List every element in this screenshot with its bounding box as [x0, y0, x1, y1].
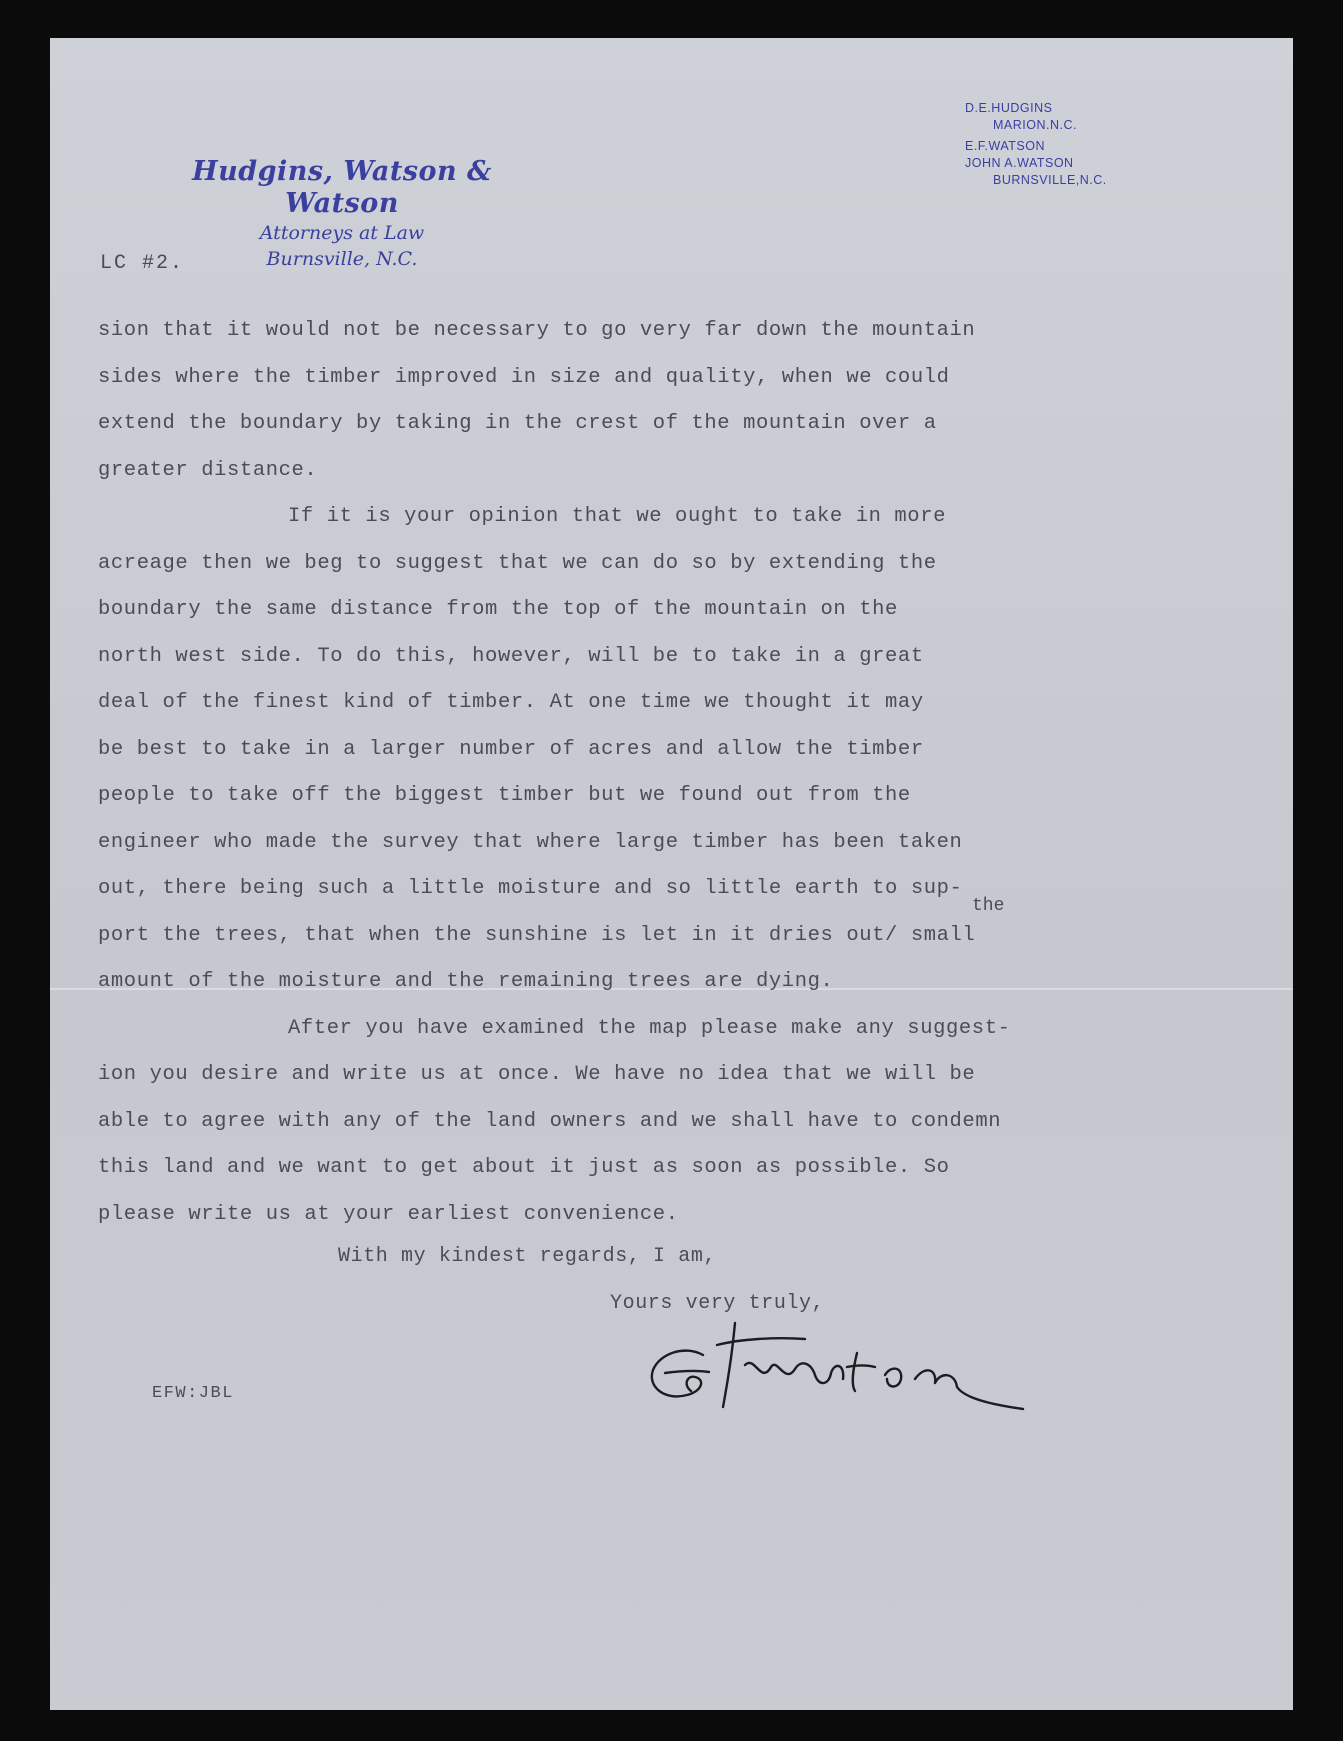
- body-line: After you have examined the map please make any suggest-: [288, 1016, 1011, 1040]
- reference-line: LC #2.: [100, 252, 185, 275]
- letterhead-partners: [965, 100, 1165, 189]
- body-line: people to take off the biggest timber but we found out from the: [98, 784, 911, 807]
- body-line: port the trees, that when the sunshine is let in it dries out/ small: [98, 923, 976, 947]
- body-line: out, there being such a little moisture and so little earth to sup-: [98, 877, 963, 900]
- body-line: If it is your opinion that we ought to take in more: [288, 505, 947, 528]
- valediction: Yours very truly,: [610, 1292, 825, 1315]
- body-line: be best to take in a larger number of acres and allow the timber: [98, 737, 924, 761]
- body-line: north west side. To do this, however, will be to take in a great: [98, 644, 924, 668]
- letter-body: [98, 308, 1098, 1238]
- body-line: greater distance.: [98, 458, 318, 482]
- body-line: boundary the same distance from the top of the mountain on the: [98, 598, 898, 621]
- partner-name: E.F.WATSON: [965, 139, 1045, 153]
- firm-subtitle: Attorneys at Law: [259, 222, 425, 244]
- closing-regards: With my kindest regards, I am,: [338, 1245, 717, 1268]
- body-line: deal of the finest kind of timber. At one time we thought it may: [98, 691, 924, 714]
- body-line: sion that it would not be necessary to go very far down the mountain: [98, 319, 976, 342]
- body-line: able to agree with any of the land owners and we shall have to condemn: [98, 1109, 1002, 1133]
- letterhead-firm: [162, 156, 522, 272]
- body-line: ion you desire and write us at once. We have no idea that we will be: [98, 1063, 976, 1086]
- body-line: engineer who made the survey that where large timber has been taken: [98, 830, 963, 854]
- partner-name: JOHN A.WATSON: [965, 156, 1074, 170]
- body-line: amount of the moisture and the remaining trees are dying.: [98, 970, 834, 993]
- typist-initials: EFW:JBL: [152, 1384, 234, 1403]
- firm-name: Hudgins, Watson & Watson: [192, 156, 492, 219]
- body-line: extend the boundary by taking in the crest of the mountain over a: [98, 412, 937, 435]
- partner-city: BURNSVILLE,N.C.: [993, 173, 1107, 187]
- firm-location: Burnsville, N.C.: [266, 248, 418, 270]
- body-line: acreage then we beg to suggest that we can do so by extending the: [98, 551, 937, 575]
- partner-name: D.E.HUDGINS: [965, 101, 1053, 115]
- body-line: this land and we want to get about it just as soon as possible. So: [98, 1156, 950, 1179]
- body-line: sides where the timber improved in size and quality, when we could: [98, 365, 950, 389]
- insertion-word: the: [972, 896, 1005, 916]
- handwritten-signature: [625, 1315, 1045, 1425]
- partner-city: MARION.N.C.: [993, 118, 1077, 132]
- body-line: please write us at your earliest convenience.: [98, 1202, 679, 1226]
